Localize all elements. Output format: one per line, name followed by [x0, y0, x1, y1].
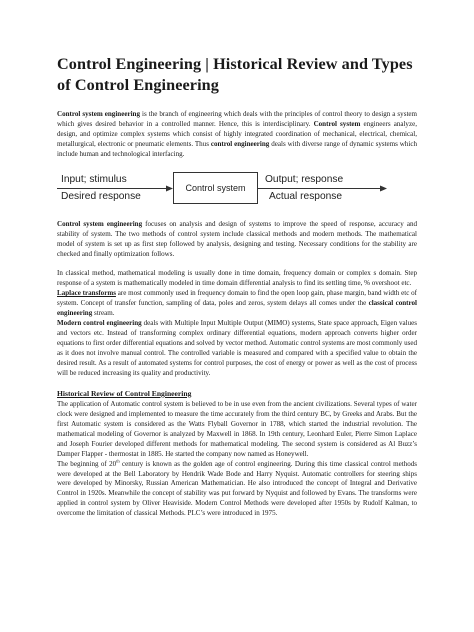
- classical-term: classical control engineering: [57, 299, 417, 318]
- paragraph-classical: In classical method, mathematical modeling is usually done in time domain, frequency domain or complex s domain. Step response of a system is mathematically modeled in time domain differential analysis to find its settling time, % overshoot etc.: [57, 269, 417, 288]
- diagram-output-top: Output; response: [265, 173, 344, 185]
- history-paragraph-2: The beginning of 20th century is known as the golden age of control engineering. During this time classical control methods were developed at the Bell Laboratory by Hendrik Wade Bode and Harry Nyquist. Automatic controllers for steering ships were developed by Minorsky, Russian American Mathematician. He also introduced the concept of Integral and Derivative Control in 1920s. Meanwhile the concept of stability was put forward by Nyquist and followed by Evans. The transforms were applied in control system by Oliver Heaviside. Modern Control Methods were developed after 1950s by Rudolf Kalman, to overcome the limitation of classical Methods. PLC’s were introduced in 1975.: [57, 458, 418, 518]
- history-paragraph-1: The application of Automatic control system is believed to be in use even from the ancient civilizations. Several types of water clock were designed and implemented to measure the time accurately from the third century BC, by Greeks and Arabs. But the first Automatic system is considered as the Watts Flyball Governor in 1788, which started the industrial revolution. The mathematical modeling of Governor is analyzed by Maxwell in 1868. In 19th century, Leonhard Euler, Pierre Simon Laplace and Joseph Fourier developed different methods for mathematical modeling. The second system is considered as Al Buzz’s Damper Flapper - thermostat in 1885. He started the company now named as Honeywell.: [57, 399, 417, 458]
- intro-paragraph: Control system engineering is the branch of engineering which deals with the principles of control theory to design a system which gives desired behavior in a controlled manner. Hence, this is interdisciplinary. Control system engineers analyze, design, and optimize complex systems which consist of highly integrated coordination of mechanical, electrical, chemical, metallurgical, electronic or pneumatic elements. Thus control engineering deals with diverse range of dynamic systems which include human and technological interfacing.: [57, 110, 418, 158]
- laplace-term: Laplace transforms: [57, 289, 116, 298]
- output-arrowhead: [380, 185, 387, 191]
- input-arrowhead: [166, 185, 173, 191]
- methods-term: Control system engineering: [57, 219, 143, 228]
- control-system-diagram: [57, 169, 417, 209]
- diagram-output-bottom: Actual response: [269, 190, 343, 202]
- intro-term-2: Control system: [313, 119, 361, 128]
- history-heading: Historical Review of Control Engineering: [57, 388, 192, 398]
- intro-term-3: control engineering: [210, 139, 270, 148]
- paragraph-methods: Control system engineering focuses on analysis and design of systems to improve the speed of response, accuracy and stability of system. The two methods of control system include classical methods and modern methods. The mathematical model of system is set up as first step followed by analysis, designing and testing. Necessary conditions for the stability are checked and finally optimization follows.: [57, 219, 418, 258]
- intro-term: Control system engineering: [57, 110, 140, 118]
- paragraph-modern: Modern control engineering deals with Multiple Input Multiple Output (MIMO) systems, State space approach, Eigen values and vectors etc. Instead of transforming complex ordinary differential equations, modern approach converts higher order equations to first order differential equations and solved by vector method. Automatic control systems are most commonly used as it does not involve manual control. The controlled variable is measured and compared with a specified value to obtain the desired result. As a result of automated systems for control purposes, the cost of energy or power as well as the cost of process will be reduced increasing its quality and productivity.: [57, 319, 417, 377]
- page-title: Control Engineering | Historical Review and Types of Control Engineering: [57, 55, 413, 94]
- diagram-input-top: Input; stimulus: [61, 173, 127, 185]
- diagram-input-bottom: Desired response: [61, 190, 141, 202]
- paragraph-laplace: Laplace transforms are most commonly used in frequency domain to find the open loop gain, phase margin, band width etc of system. Concept of transfer function, sampling of data, poles and zeros, system delays all comes under the classical control engineering stream.: [57, 289, 417, 318]
- modern-term: Modern control engineering: [57, 319, 142, 328]
- diagram-control-box: Control system: [173, 172, 258, 204]
